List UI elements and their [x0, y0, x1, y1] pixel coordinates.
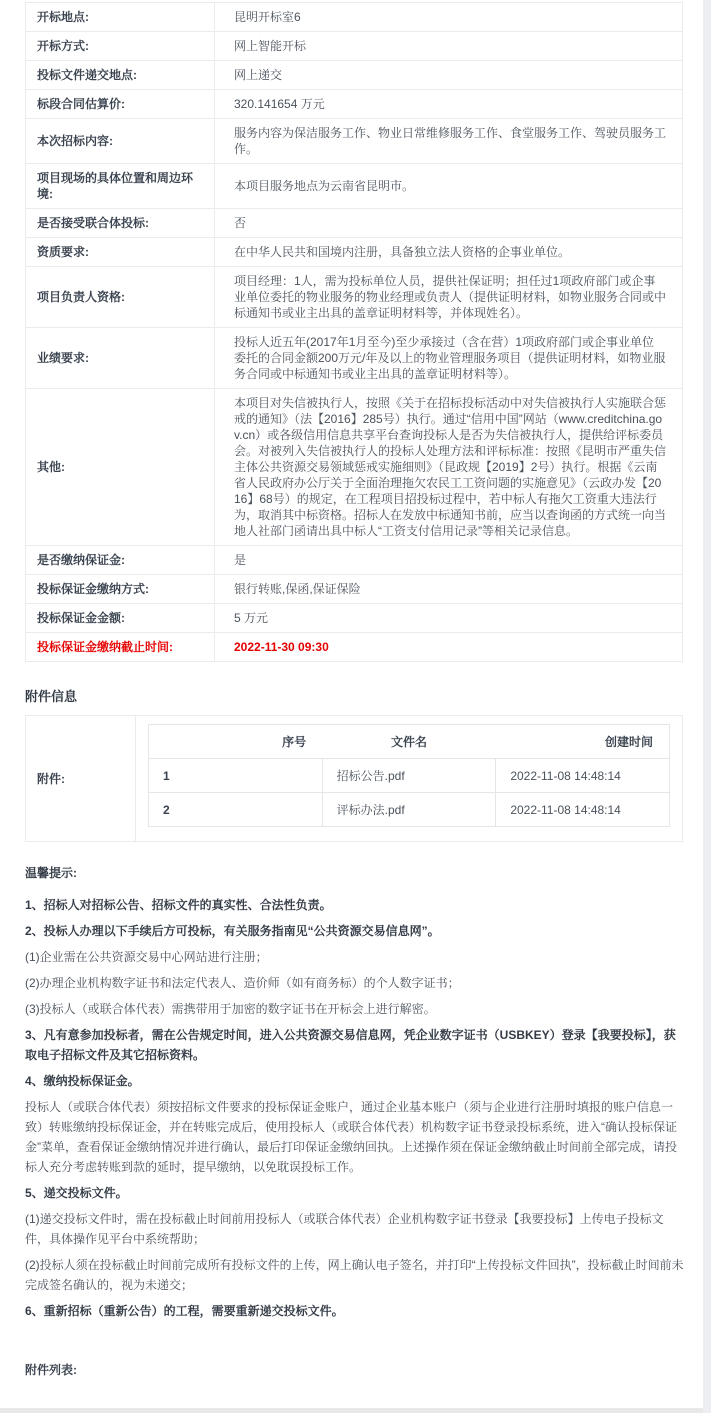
attachment-index: 1	[149, 759, 323, 793]
attachment-file-link[interactable]: 评标办法.pdf	[322, 793, 496, 827]
table-row-deadline	[26, 633, 683, 662]
column-header-filename: 文件名	[322, 725, 496, 759]
table-row	[26, 238, 683, 267]
tip-item: (2)投标人须在投标截止时间前完成所有投标文件的上传，网上确认电子签名，并打印“上传投标文件回执”，投标截止时间前未完成签名确认的，视为未递交；	[25, 1258, 684, 1292]
table-row	[26, 546, 683, 575]
row-value-deadline: 2022-11-30 09:30	[215, 633, 683, 662]
tip-item: 投标人（或联合体代表）须按招标文件要求的投标保证金账户，通过企业基本账户（须与企业进行注册时填报的账户信息一致）转账缴纳投标保证金，并在转账完成后，使用投标人（或联合体代表）机构数字证书登录投标系统，进入“确认投标保证金”菜单，查看保证金缴纳情况并进行确认，最后打印保证金缴纳回执。上述操作须在保证金缴纳截止时间前全部完成，请投标人充分考虑转账到款的延时，提早缴纳，以免耽误投标工作。	[25, 1100, 678, 1174]
row-value: 是	[215, 546, 683, 575]
row-label: 是否缴纳保证金:	[26, 546, 215, 575]
attachments-header-row	[149, 725, 670, 759]
tip-item: 1、招标人对招标公告、招标文件的真实性、合法性负责。	[25, 898, 332, 912]
tip-item: 3、凡有意参加投标者，需在公告规定时间，进入公共资源交易信息网，凭企业数字证书（USBKEY）登录【我要投标】，获取电子招标文件及其它招标资料。	[25, 1028, 676, 1062]
tip-item: 2、投标人办理以下手续后方可投标，有关服务指南见“公共资源交易信息网”。	[25, 924, 440, 938]
tips-section	[25, 864, 686, 1321]
row-value: 网上递交	[215, 61, 683, 90]
row-value: 服务内容为保洁服务工作、物业日常维修服务工作、食堂服务工作、驾驶员服务工作。	[215, 119, 683, 164]
row-label: 开标方式:	[26, 32, 215, 61]
attachment-created-at: 2022-11-08 14:48:14	[496, 793, 670, 827]
row-label: 资质要求:	[26, 238, 215, 267]
tips-title: 温馨提示:	[25, 866, 77, 880]
tip-item: (1)递交投标文件时，需在投标截止时间前用投标人（或联合体代表）企业机构数字证书登录【我要投标】上传电子投标文件，具体操作见平台中系统帮助；	[25, 1212, 664, 1246]
table-row	[26, 575, 683, 604]
table-row	[26, 119, 683, 164]
row-label: 投标保证金缴纳截止时间:	[26, 633, 215, 662]
row-value: 项目经理：1人，需为投标单位人员，提供社保证明；担任过1项政府部门或企事业单位委托的物业服务的物业经理或负责人（提供证明材料，如物业服务合同或中标通知书或业主出具的盖章证明材料等，并体现姓名）。	[215, 267, 683, 328]
attachments-section-title: 附件信息	[25, 689, 78, 704]
table-row	[26, 267, 683, 328]
table-row	[26, 61, 683, 90]
tip-item: (2)办理企业机构数字证书和法定代表人、造价师（如有商务标）的个人数字证书；	[25, 976, 460, 990]
attachment-created-at: 2022-11-08 14:48:14	[496, 759, 670, 793]
attachment-file-link[interactable]: 招标公告.pdf	[322, 759, 496, 793]
tip-item: (1)企业需在公共资源交易中心网站进行注册；	[25, 950, 268, 964]
row-value: 在中华人民共和国境内注册，具备独立法人资格的企事业单位。	[215, 238, 683, 267]
attachment-row	[149, 793, 670, 827]
row-label: 开标地点:	[26, 3, 215, 32]
table-row	[26, 90, 683, 119]
tip-item: 6、重新招标（重新公告）的工程，需要重新递交投标文件。	[25, 1304, 344, 1318]
tip-item: 5、递交投标文件。	[25, 1186, 128, 1200]
horizontal-scrollbar-track[interactable]	[0, 1408, 711, 1413]
row-value: 否	[215, 209, 683, 238]
row-value: 320.141654 万元	[215, 90, 683, 119]
row-label: 本次招标内容:	[26, 119, 215, 164]
row-label: 其他:	[26, 389, 215, 546]
attachments-row-label: 附件:	[26, 716, 136, 841]
attachments-box	[25, 715, 683, 842]
row-label: 投标保证金金额:	[26, 604, 215, 633]
table-row	[26, 209, 683, 238]
row-label: 投标保证金缴纳方式:	[26, 575, 215, 604]
row-label: 业绩要求:	[26, 328, 215, 389]
row-label: 是否接受联合体投标:	[26, 209, 215, 238]
row-value: 本项目服务地点为云南省昆明市。	[215, 164, 683, 209]
row-label: 项目现场的具体位置和周边环境:	[26, 164, 215, 209]
table-row	[26, 164, 683, 209]
attachment-index: 2	[149, 793, 323, 827]
column-header-created: 创建时间	[496, 725, 670, 759]
table-row	[26, 32, 683, 61]
row-label: 标段合同估算价:	[26, 90, 215, 119]
attachment-row	[149, 759, 670, 793]
vertical-scrollbar-track[interactable]	[703, 0, 711, 1413]
column-header-index: 序号	[149, 725, 323, 759]
row-value: 投标人近五年(2017年1月至今)至少承接过（含在营）1项政府部门或企事业单位委托的合同金额200万元/年及以上的物业管理服务项目（提供证明材料，如物业服务合同或中标通知书或业主出具的盖章证明材料等）。	[215, 328, 683, 389]
row-value: 网上智能开标	[215, 32, 683, 61]
table-row	[26, 389, 683, 546]
row-label: 投标文件递交地点:	[26, 61, 215, 90]
row-value: 昆明开标室6	[215, 3, 683, 32]
table-row	[26, 328, 683, 389]
attachment-list-label: 附件列表:	[25, 1363, 77, 1377]
tip-item: (3)投标人（或联合体代表）需携带用于加密的数字证书在开标会上进行解密。	[25, 1002, 436, 1016]
table-row	[26, 3, 683, 32]
tip-item: 4、缴纳投标保证金。	[25, 1074, 140, 1088]
row-label: 项目负责人资格:	[26, 267, 215, 328]
row-value: 5 万元	[215, 604, 683, 633]
row-value: 本项目对失信被执行人，按照《关于在招标投标活动中对失信被执行人实施联合惩戒的通知》（法【2016】285号）执行。通过“信用中国”网站（www.creditchina.gov.cn）或各级信用信息共享平台查询投标人是否为失信被执行人，提供给评标委员会。对被列入失信被执行人的投标人处理方法和评标标准：按照《昆明市严重失信主体公共资源交易领域惩戒实施细则》（昆政规【2019】2号）执行。根据《云南省人民政府办公厅关于全面治理拖欠农民工工资问题的实施意见》（云政办发【2016】68号）的规定，在工程项目招投标过程中，若中标人有拖欠工资重大违法行为，取消其中标资格。招标人在发放中标通知书前，应当以查询函的方式统一向当地人社部门函请出具中标人“工资支付信用记录”等相关记录信息。	[215, 389, 683, 546]
row-value: 银行转账,保函,保证保险	[215, 575, 683, 604]
attachments-content	[136, 716, 682, 841]
table-row	[26, 604, 683, 633]
attachments-table	[148, 724, 670, 827]
bid-info-table	[25, 2, 683, 662]
